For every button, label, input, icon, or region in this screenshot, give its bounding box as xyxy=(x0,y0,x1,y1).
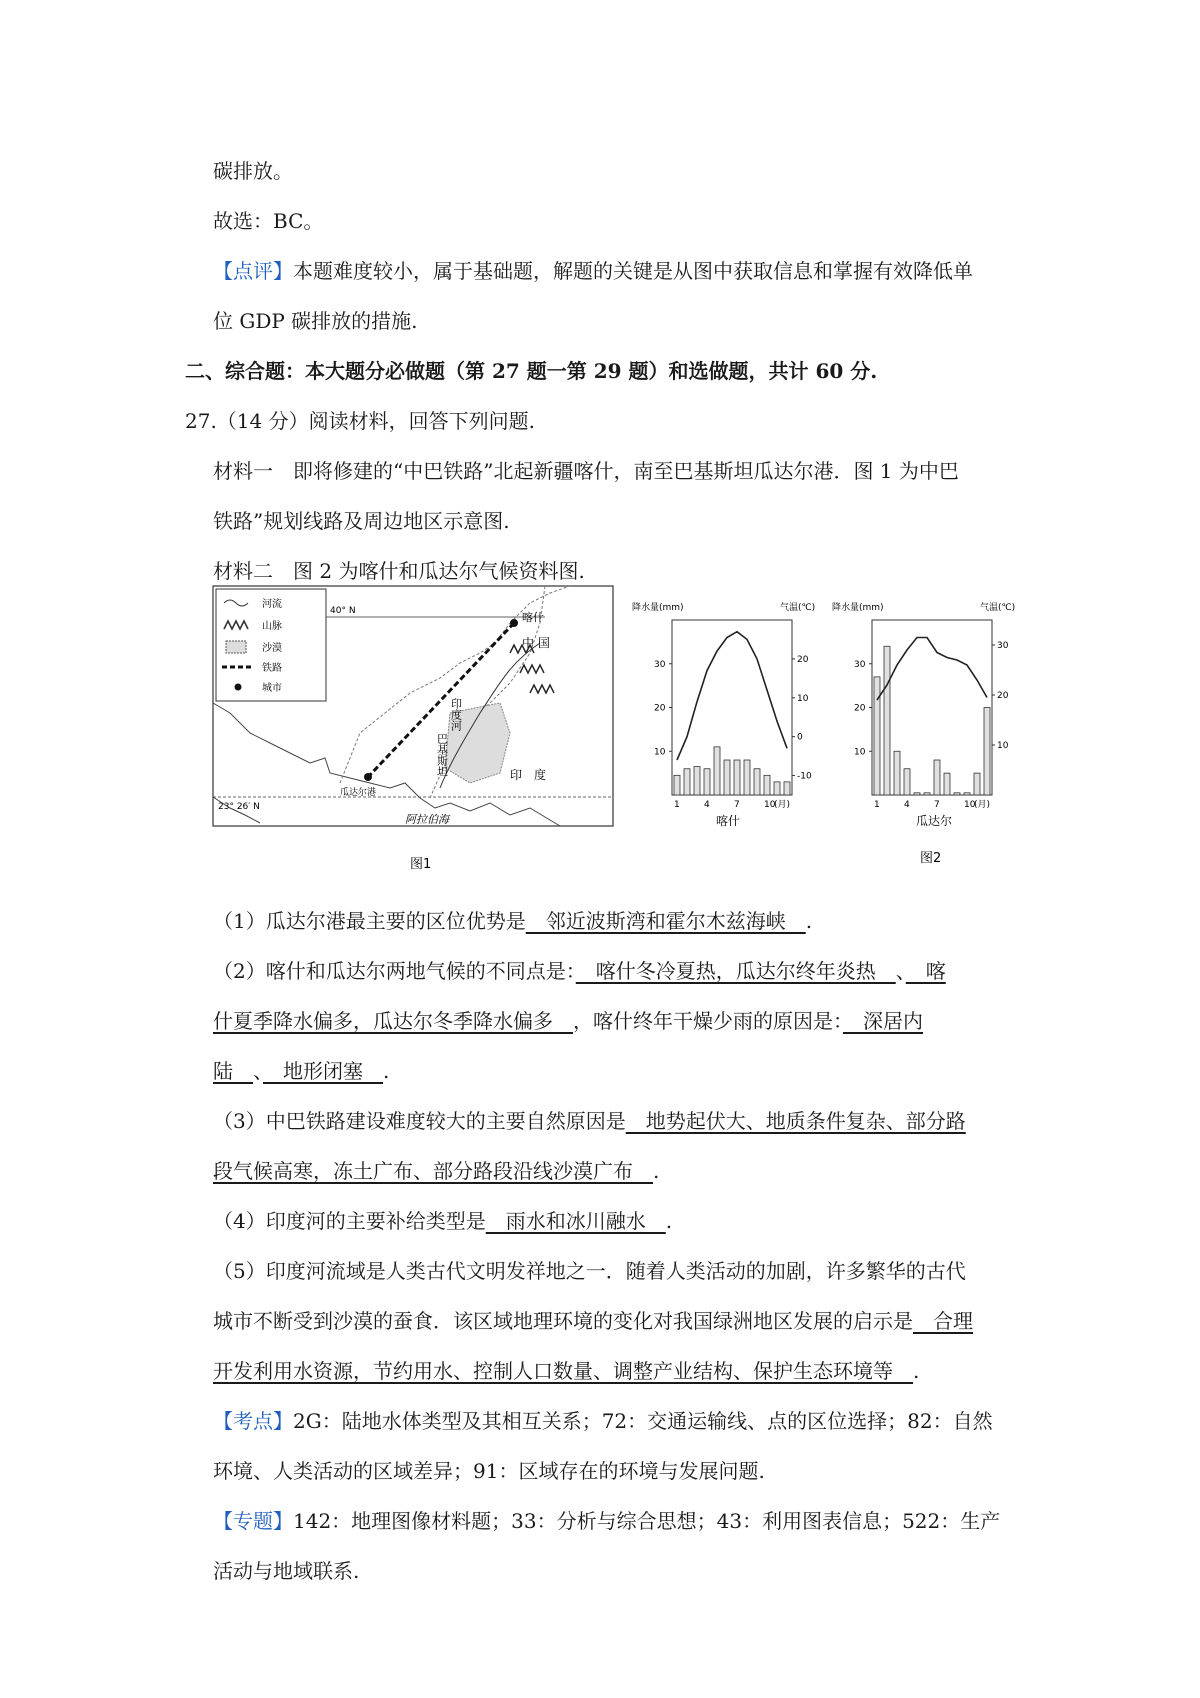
material-one: 材料一 即将修建的“中巴铁路”北起新疆喀什，南至巴基斯坦瓜达尔港．图 1 为中巴 xyxy=(213,459,959,483)
kashgar-y2tick-label: 10 xyxy=(797,693,809,704)
kashgar-precip-bar xyxy=(774,782,780,795)
q5-question: 城市不断受到沙漠的蚕食．该区域地理环境的变化对我国绿洲地区发展的启示是 xyxy=(213,1309,913,1333)
kashgar-city xyxy=(510,619,518,627)
gwadar-ytick-label: 30 xyxy=(854,659,866,670)
comment-line xyxy=(213,256,973,286)
text-line: 故选：BC。 xyxy=(213,209,324,233)
kashgar-xtick-label: 1 xyxy=(674,800,680,810)
kashgar-ytick-label: 10 xyxy=(654,747,666,758)
gwadar-xtick-label: (月) xyxy=(974,800,991,810)
q5-period: . xyxy=(913,1359,920,1383)
kashgar-xtick-label: 7 xyxy=(734,800,740,810)
gwadar-precip-bar xyxy=(874,677,880,795)
figure-1-caption: 图1 xyxy=(410,857,432,872)
zhuanti-line-2: 活动与地域联系. xyxy=(213,1559,360,1583)
sea-label: 阿拉伯海 xyxy=(405,813,449,826)
gwadar-precip-bar xyxy=(934,760,940,795)
kashgar-ytick-label: 30 xyxy=(654,659,666,670)
gwadar-precip-bar xyxy=(954,793,960,795)
q3-answer: 地势起伏大、地质条件复杂、部分路 xyxy=(625,1109,966,1133)
gwadar-y2tick-label: 10 xyxy=(997,741,1009,751)
kashgar-precip-bar xyxy=(734,760,740,795)
gwadar-xtick-label: 10 xyxy=(964,800,976,810)
gwadar-y2tick-label: 30 xyxy=(997,641,1009,651)
kashgar-precip-bar xyxy=(754,769,760,795)
gwadar-xtick-label: 7 xyxy=(934,800,940,810)
kashgar-precip-bar xyxy=(694,767,700,795)
gwadar-precip-bar xyxy=(944,773,950,795)
q1-period: . xyxy=(805,909,813,933)
q2-question-cont: ，喀什终年干燥少雨的原因是： xyxy=(573,1009,843,1033)
kashgar-xtick-label: 10 xyxy=(764,800,776,810)
legend-railway: 铁路 xyxy=(262,663,282,674)
kashgar-y2tick-label: -10 xyxy=(797,771,812,782)
india-label: 印 度 xyxy=(510,768,547,782)
answer-2 xyxy=(213,956,946,986)
q2-answer-2: 喀 xyxy=(905,959,946,983)
kaodian-text: 2G：陆地水体类型及其相互关系；72：交通运输线、点的区位选择；82：自然 xyxy=(293,1409,993,1433)
comment-text: 本题难度较小，属于基础题，解题的关键是从图中获取信息和掌握有效降低单 xyxy=(293,259,973,283)
kashgar-precip-bar xyxy=(674,775,680,795)
gwadar-precip-bar xyxy=(924,793,930,795)
q1-answer: 邻近波斯湾和霍尔木兹海峡 xyxy=(525,909,806,933)
figure-2-caption: 图2 xyxy=(920,851,942,866)
kashgar-precip-bar xyxy=(714,747,720,795)
answer-3 xyxy=(213,1106,966,1136)
answer-2-cont xyxy=(213,1006,923,1036)
kaodian-line xyxy=(213,1406,993,1436)
zhuanti-tag: 【专题】 xyxy=(213,1509,293,1533)
gwadar-precip-bar xyxy=(974,773,980,795)
legend-desert: 沙漠 xyxy=(262,643,282,654)
text-line: 位 GDP 碳排放的措施. xyxy=(213,309,418,333)
gwadar-city xyxy=(364,773,372,781)
zhuanti-line xyxy=(213,1506,1000,1536)
kashgar-precip-bar xyxy=(764,775,770,795)
q1-question: （1）瓜达尔港最主要的区位优势是 xyxy=(213,909,526,933)
q3-period: . xyxy=(653,1159,660,1183)
gwadar-precip-bar xyxy=(894,751,900,795)
kashgar-precip-bar xyxy=(724,760,730,795)
kashgar-ytick-label: 20 xyxy=(654,703,666,714)
legend-mountain: 山脉 xyxy=(262,621,282,632)
kaodian-tag: 【考点】 xyxy=(213,1409,293,1433)
q2-answer-3-cont: 陆 xyxy=(213,1059,253,1083)
kashgar-precip-bar xyxy=(684,769,690,795)
q3-answer-cont: 段气候高寒，冻土广布、部分路段沿线沙漠广布 xyxy=(213,1159,653,1183)
answer-4 xyxy=(213,1206,672,1236)
pakistan-label: 巴基斯坦 xyxy=(435,733,449,777)
q2-answer-2-cont: 什夏季降水偏多，瓜达尔冬季降水偏多 xyxy=(213,1009,573,1033)
gwadar-precip-bar xyxy=(964,793,970,795)
gwadar-label: 瓜达尔港 xyxy=(340,788,377,798)
kashgar-xtick-label: (月) xyxy=(774,800,791,810)
q2-period: . xyxy=(383,1059,390,1083)
gwadar-precip-bar xyxy=(914,793,920,795)
gwadar-ylabel: 降水量(mm) xyxy=(832,603,884,613)
legend-river: 河流 xyxy=(262,599,282,610)
q2-answer-3: 深居内 xyxy=(843,1009,923,1033)
figure-2-climate-charts xyxy=(630,600,1020,870)
text-line: 碳排放。 xyxy=(213,159,293,183)
river-label: 印度河 xyxy=(449,698,463,731)
kashgar-chart-title: 喀什 xyxy=(716,814,741,828)
gwadar-y2tick-label: 20 xyxy=(997,691,1009,701)
lat-tropic: 23° 26′ N xyxy=(218,802,260,812)
q2-separator: 、 xyxy=(895,959,906,983)
kashgar-precip-bar xyxy=(784,782,790,795)
lat-40n: 40° N xyxy=(330,606,356,616)
kashgar-ylabel: 降水量(mm) xyxy=(632,603,684,613)
material-two: 材料二 图 2 为喀什和瓜达尔气候资料图. xyxy=(213,559,585,583)
kashgar-precip-bar xyxy=(744,760,750,795)
material-one-cont: 铁路”规划线路及周边地区示意图. xyxy=(213,509,510,533)
gwadar-precip-bar xyxy=(904,769,910,795)
desert-legend-icon xyxy=(226,641,246,653)
q2-answer-4: 地形闭塞 xyxy=(263,1059,383,1083)
answer-2-cont2 xyxy=(213,1056,389,1086)
china-label: 中 国 xyxy=(522,636,550,650)
comment-tag: 【点评】 xyxy=(213,259,293,283)
kashgar-temp-line xyxy=(677,632,787,760)
city-legend-icon xyxy=(235,684,242,691)
kashgar-label: 喀什 xyxy=(522,611,544,624)
q4-period: . xyxy=(665,1209,673,1233)
zhuanti-text: 142：地理图像材料题；33：分析与综合思想；43：利用图表信息；522：生产 xyxy=(293,1509,1001,1533)
q2-answer-1: 喀什冬冷夏热，瓜达尔终年炎热 xyxy=(575,959,896,983)
gwadar-chart-title: 瓜达尔 xyxy=(916,814,953,828)
q2-question: （2）喀什和瓜达尔两地气候的不同点是： xyxy=(213,959,576,983)
gwadar-temp-line xyxy=(877,638,987,701)
answer-3-cont xyxy=(213,1156,659,1186)
q4-answer: 雨水和冰川融水 xyxy=(485,1209,666,1233)
kashgar-xtick-label: 4 xyxy=(704,800,710,810)
gwadar-xtick-label: 1 xyxy=(874,800,880,810)
q5-answer: 合理 xyxy=(913,1309,973,1333)
gwadar-y2label: 气温(℃) xyxy=(980,603,1016,613)
gwadar-xtick-label: 4 xyxy=(904,800,910,810)
q3-question: （3）中巴铁路建设难度较大的主要自然原因是 xyxy=(213,1109,626,1133)
kashgar-y2label: 气温(℃) xyxy=(780,603,816,613)
kashgar-y2tick-label: 0 xyxy=(797,732,803,743)
question-title: 27.（14 分）阅读材料，回答下列问题. xyxy=(185,409,535,433)
answer-5-cont xyxy=(213,1306,973,1336)
kaodian-line-2: 环境、人类活动的区域差异；91：区域存在的环境与发展问题. xyxy=(213,1459,765,1483)
gwadar-ytick-label: 10 xyxy=(854,747,866,758)
kashgar-precip-bar xyxy=(704,769,710,795)
figure-1-map xyxy=(210,583,620,883)
q2-separator-2: 、 xyxy=(253,1059,263,1083)
q4-question: （4）印度河的主要补给类型是 xyxy=(213,1209,486,1233)
gwadar-ytick-label: 20 xyxy=(854,703,866,714)
answer-5-cont2 xyxy=(213,1356,919,1386)
gwadar-precip-bar xyxy=(884,646,890,795)
legend-city: 城市 xyxy=(262,683,282,694)
answer-1 xyxy=(213,906,812,936)
gwadar-precip-bar xyxy=(984,708,990,796)
kashgar-y2tick-label: 20 xyxy=(797,654,809,665)
answer-5: （5）印度河流域是人类古代文明发祥地之一．随着人类活动的加剧，许多繁华的古代 xyxy=(213,1259,966,1283)
section-heading: 二、综合题：本大题分必做题（第 27 题一第 29 题）和选做题，共计 60 分. xyxy=(185,359,878,383)
q5-answer-cont: 开发利用水资源，节约用水、控制人口数量、调整产业结构、保护生态环境等 xyxy=(213,1359,913,1383)
